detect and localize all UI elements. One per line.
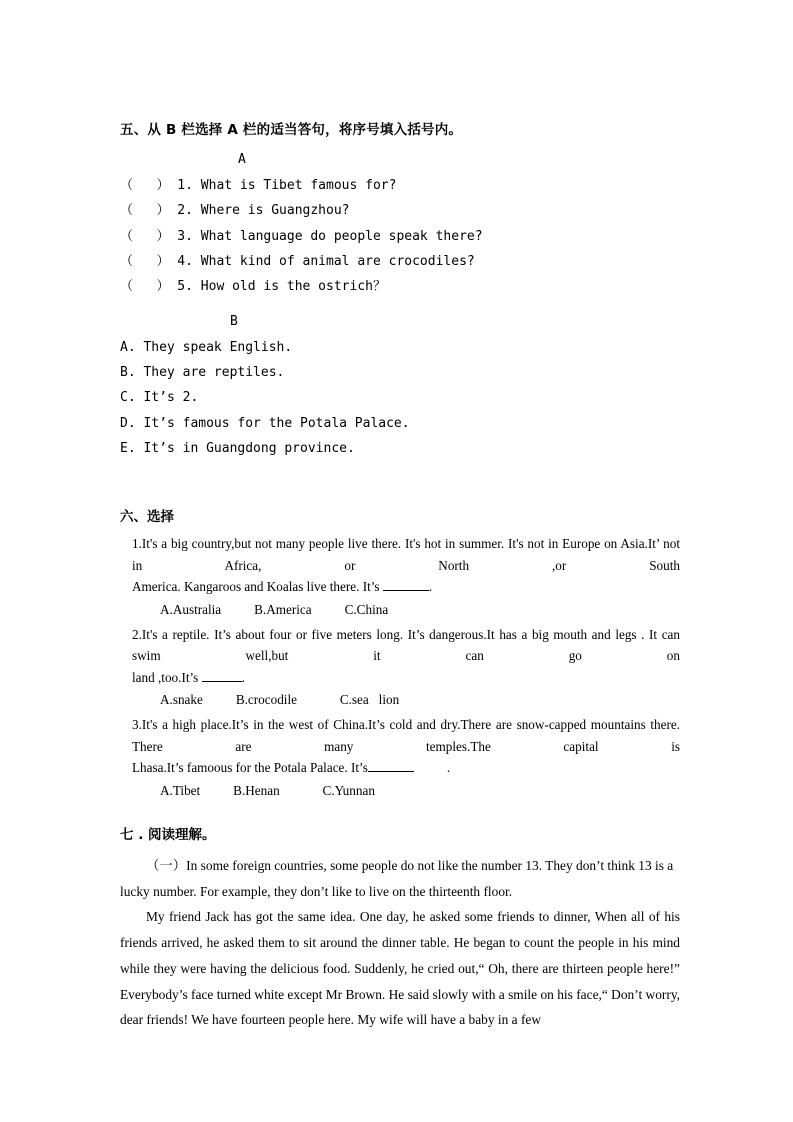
option-item: B. They are reptiles.	[120, 365, 285, 381]
document-content	[120, 118, 680, 1033]
question-number: 1.	[132, 536, 142, 552]
match-item: （ ） 4. What kind of animal are crocodiles?	[120, 254, 475, 270]
reading-paragraph-2: lucky number. For example, they don’t like to live on the thirteenth floor.	[120, 883, 513, 899]
option-item: C. It’s 2.	[120, 390, 199, 406]
option-item: D. It’s famous for the Potala Palace.	[120, 415, 410, 431]
column-a-label: A	[238, 152, 246, 167]
question-text-end: .	[446, 760, 451, 776]
question-number: 2.	[132, 626, 142, 642]
question-text-end: .	[428, 579, 433, 595]
question-text: It's a reptile. It’s about four or five meters long. It’s dangerous.It has a	[141, 626, 528, 642]
question-last-line	[132, 576, 680, 597]
option-item: E. It’s in Guangdong province.	[120, 441, 355, 457]
question-2	[120, 624, 680, 688]
question-text: America. Kangaroos and Koalas live there. It’s	[132, 579, 380, 595]
column-b-label: B	[230, 313, 238, 329]
answer-blank[interactable]	[383, 579, 429, 591]
section-7-heading: 七 . 阅读理解。	[120, 826, 216, 843]
section-6-heading: 六、选择	[120, 509, 174, 526]
question-1	[120, 533, 680, 597]
question-text: It's not in Europe on Asia.It’ not in Africa, or North ,or South	[132, 536, 681, 573]
match-item: （ ） 1. What is Tibet famous for?	[120, 178, 397, 193]
question-text-end: .	[241, 669, 245, 685]
answer-blank[interactable]	[368, 760, 414, 772]
answer-blank[interactable]	[202, 670, 242, 682]
option-item: A. They speak English.	[120, 339, 293, 355]
question-text: big mouth and legs . It can swim well,but it can go on	[132, 626, 680, 664]
question-text: are snow-capped mountains there. There are many temples.The capital is	[132, 717, 680, 754]
match-item: （ ） 3. What language do people speak there?	[120, 228, 483, 244]
question-number: 3.	[132, 717, 142, 733]
question-2-choices[interactable]: A.snake B.crocodile C.sea lion	[160, 692, 400, 708]
match-item: （ ） 5. How old is the ostrich？	[120, 279, 386, 295]
reading-paragraph-1: （一）In some foreign countries, some people do not like the number 13. They don’t think 13 is a	[146, 857, 674, 873]
question-last-line	[132, 757, 680, 778]
section-5-heading: 五、从 B 栏选择 A 栏的适当答句，将序号填入括号内。	[120, 122, 463, 138]
question-text: It's a high place.It’s in the west of China.It’s cold and dry.There	[141, 717, 492, 733]
question-1-choices[interactable]: A.Australia B.America C.China	[160, 601, 389, 617]
question-text: Lhasa.It’s famoous for the Potala Palace. It’s	[132, 760, 368, 776]
question-text: land ,too.It’s	[132, 669, 199, 685]
reading-paragraph-3: My friend Jack has got the same idea. One day, he asked some friends to dinner, When all of his friends arrived, he asked them to sit around the dinner table. He began to count the people in his mind while they were having the delicious food. Suddenly, he cried out,“ Oh, there are thirteen people here!” Everybody’s face turned white except Mr Brown. He said slowly with a smile on his face,“ Don’t worry, dear friends! We have fourteen people here. My wife will have a baby in a few	[120, 909, 680, 1028]
question-last-line	[132, 667, 680, 688]
question-text: It's a big country,but not many people live there. It's hot in summer.	[141, 536, 505, 552]
match-item: （ ） 2. Where is Guangzhou?	[120, 203, 350, 219]
question-3	[120, 714, 680, 778]
question-3-choices[interactable]: A.Tibet B.Henan C.Yunnan	[160, 782, 375, 798]
